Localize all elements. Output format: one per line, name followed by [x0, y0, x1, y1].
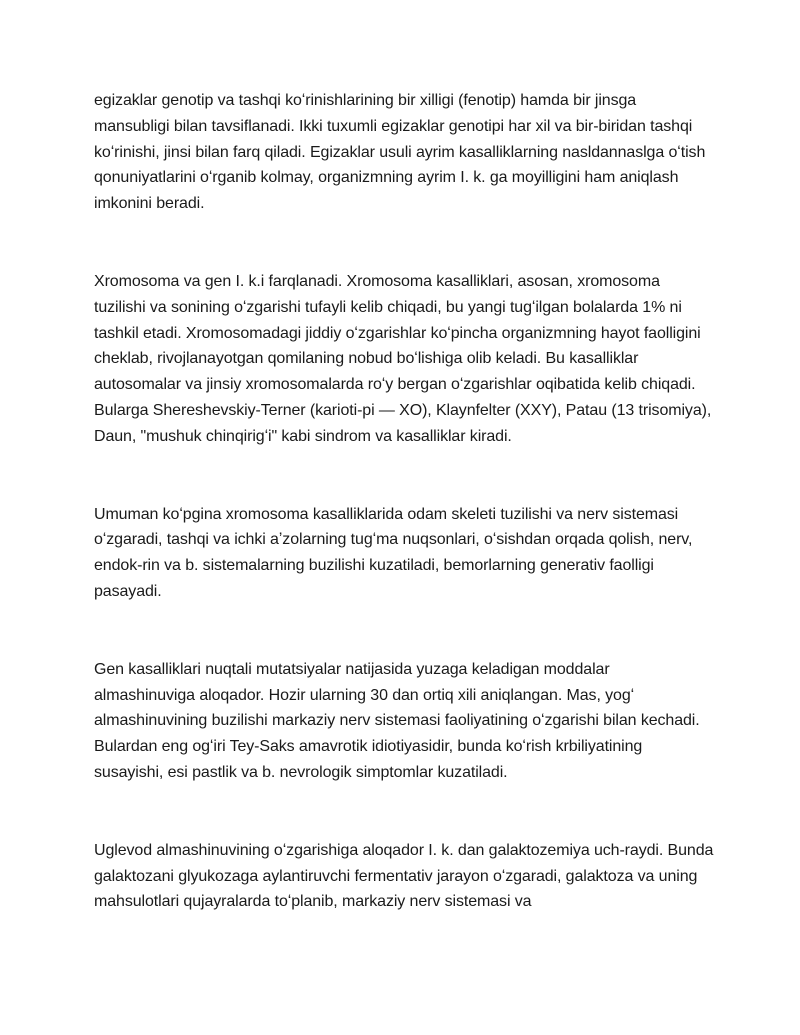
document-body — [94, 88, 714, 967]
paragraph-1: egizaklar genotip va tashqi koʻrinishlarining bir xilligi (fenotip) hamda bir jinsga mansubligi bilan tavsiflanadi. Ikki tuxumli egizaklar genotipi har xil va bir-biridan tashqi koʻrinishi, jinsi bilan farq qiladi. Egizaklar usuli ayrim kasalliklarning nasldannaslga oʻtish qonuniyatlarini oʻrganib kolmay, organizmning ayrim I. k. ga moyilligini ham aniqlash imkonini beradi. — [94, 92, 706, 213]
paragraph-2: Xromosoma va gen I. k.i farqlanadi. Xromosoma kasalliklari, asosan, xromosoma tuzilishi va sonining oʻzgarishi tufayli kelib chiqadi, bu yangi tugʻilgan bolalarda 1% ni tashkil etadi. Xromosomadagi jiddiy oʻzgarishlar koʻpincha organizmning hayot faolligini cheklab, rivojlanayotgan qomilaning nobud boʻlishiga olib keladi. Bu kasalliklar autosomalar va jinsiy xromosomalarda roʻy bergan oʻzgarishlar oqibatida kelib chiqadi. Bularga Shereshevskiy-Terner (karioti-pi — XO), Klaynfelter (XXY), Patau (13 trisomiya), Daun, "mushuk chinqirigʻi" kabi sindrom va kasalliklar kiradi. — [94, 272, 712, 445]
paragraph-4: Gen kasalliklari nuqtali mutatsiyalar natijasida yuzaga keladigan moddalar almashinuviga aloqador. Hozir ularning 30 dan ortiq xili aniqlangan. Mas, yogʻ almashinuvining buzilishi markaziy nerv sistemasi faoliyatining oʻzgarishi bilan kechadi. Bulardan eng ogʻiri Tey-Saks amavrotik idiotiyasidir, bunda koʻrish krbiliyatining susayishi, esi pastlik va b. nevrologik simptomlar kuzatiladi. — [94, 660, 700, 781]
paragraph-5: Uglevod almashinuvining oʻzgarishiga aloqador I. k. dan galaktozemiya uch-raydi. Bunda galaktozani glyukozaga aylantiruvchi fermentativ jarayon oʻzgaradi, galaktoza va uning mahsulotlari qujayralarda toʻplanib, markaziy nerv sistemasi va — [94, 841, 714, 911]
paragraph-3: Umuman koʻpgina xromosoma kasalliklarida odam skeleti tuzilishi va nerv sistemasi oʻzgaradi, tashqi va ichki aʼzolarning tugʻma nuqsonlari, oʻsishdan orqada qolish, nerv, endok-rin va b. sistemalarning buzilishi kuzatiladi, bemorlarning generativ faolligi pasayadi. — [94, 505, 693, 600]
